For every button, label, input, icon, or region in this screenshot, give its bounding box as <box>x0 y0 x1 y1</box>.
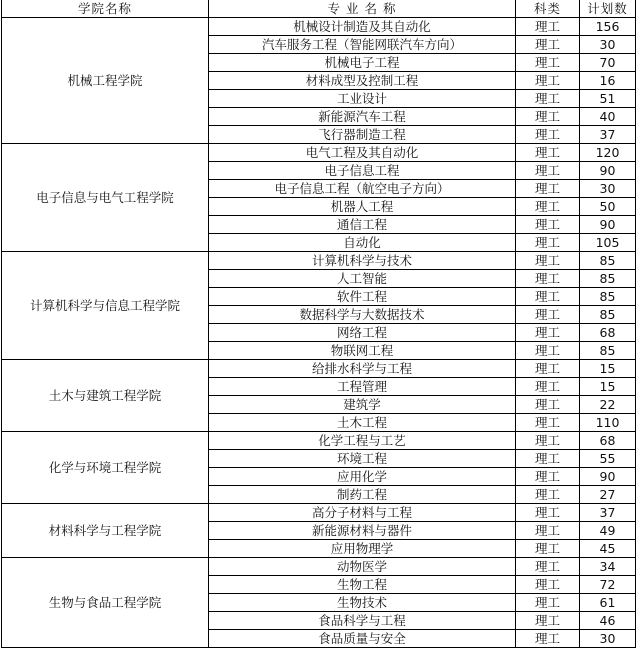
plan-count-cell: 49 <box>580 522 636 540</box>
plan-count-cell: 156 <box>580 18 636 36</box>
plan-count-cell: 27 <box>580 486 636 504</box>
major-name-cell: 机械电子工程 <box>209 54 516 72</box>
category-cell: 理工 <box>516 522 580 540</box>
major-name-cell: 材料成型及控制工程 <box>209 72 516 90</box>
major-name-cell: 化学工程与工艺 <box>209 432 516 450</box>
category-cell: 理工 <box>516 504 580 522</box>
category-cell: 理工 <box>516 180 580 198</box>
plan-count-cell: 72 <box>580 576 636 594</box>
plan-count-cell: 90 <box>580 468 636 486</box>
table-row <box>2 504 636 522</box>
category-cell: 理工 <box>516 630 580 648</box>
plan-count-cell: 85 <box>580 288 636 306</box>
major-name-cell: 人工智能 <box>209 270 516 288</box>
plan-count-cell: 90 <box>580 216 636 234</box>
college-name-cell: 生物与食品工程学院 <box>2 558 209 648</box>
major-name-cell: 计算机科学与技术 <box>209 252 516 270</box>
plan-count-cell: 46 <box>580 612 636 630</box>
plan-count-cell: 16 <box>580 72 636 90</box>
plan-count-cell: 45 <box>580 540 636 558</box>
plan-count-cell: 68 <box>580 324 636 342</box>
table-row <box>2 144 636 162</box>
major-name-cell: 应用化学 <box>209 468 516 486</box>
college-name-cell: 化学与环境工程学院 <box>2 432 209 504</box>
category-cell: 理工 <box>516 198 580 216</box>
category-cell: 理工 <box>516 252 580 270</box>
plan-count-cell: 50 <box>580 198 636 216</box>
plan-count-cell: 61 <box>580 594 636 612</box>
major-name-cell: 电子信息工程（航空电子方向） <box>209 180 516 198</box>
category-cell: 理工 <box>516 360 580 378</box>
plan-count-cell: 68 <box>580 432 636 450</box>
major-name-cell: 高分子材料与工程 <box>209 504 516 522</box>
plan-count-cell: 30 <box>580 36 636 54</box>
major-name-cell: 建筑学 <box>209 396 516 414</box>
major-name-cell: 环境工程 <box>209 450 516 468</box>
category-cell: 理工 <box>516 432 580 450</box>
major-name-cell: 制药工程 <box>209 486 516 504</box>
major-name-cell: 自动化 <box>209 234 516 252</box>
plan-count-cell: 51 <box>580 90 636 108</box>
major-name-cell: 食品科学与工程 <box>209 612 516 630</box>
category-cell: 理工 <box>516 54 580 72</box>
category-cell: 理工 <box>516 324 580 342</box>
plan-count-cell: 34 <box>580 558 636 576</box>
category-cell: 理工 <box>516 162 580 180</box>
major-name-cell: 软件工程 <box>209 288 516 306</box>
plan-count-cell: 55 <box>580 450 636 468</box>
plan-count-cell: 15 <box>580 378 636 396</box>
category-cell: 理工 <box>516 414 580 432</box>
major-name-cell: 电气工程及其自动化 <box>209 144 516 162</box>
plan-count-cell: 37 <box>580 126 636 144</box>
table-row <box>2 360 636 378</box>
category-cell: 理工 <box>516 306 580 324</box>
category-cell: 理工 <box>516 270 580 288</box>
major-name-cell: 机器人工程 <box>209 198 516 216</box>
header-plan: 计划数 <box>580 0 636 18</box>
category-cell: 理工 <box>516 108 580 126</box>
plan-count-cell: 110 <box>580 414 636 432</box>
major-name-cell: 工程管理 <box>209 378 516 396</box>
category-cell: 理工 <box>516 558 580 576</box>
category-cell: 理工 <box>516 72 580 90</box>
header-college: 学院名称 <box>2 0 209 18</box>
enrollment-plan-table <box>1 0 636 648</box>
plan-count-cell: 85 <box>580 270 636 288</box>
table-body <box>2 18 636 648</box>
category-cell: 理工 <box>516 396 580 414</box>
category-cell: 理工 <box>516 234 580 252</box>
major-name-cell: 网络工程 <box>209 324 516 342</box>
category-cell: 理工 <box>516 216 580 234</box>
college-name-cell: 材料科学与工程学院 <box>2 504 209 558</box>
category-cell: 理工 <box>516 540 580 558</box>
category-cell: 理工 <box>516 36 580 54</box>
header-row <box>2 0 636 18</box>
plan-count-cell: 85 <box>580 306 636 324</box>
category-cell: 理工 <box>516 486 580 504</box>
major-name-cell: 飞行器制造工程 <box>209 126 516 144</box>
major-name-cell: 给排水科学与工程 <box>209 360 516 378</box>
plan-count-cell: 85 <box>580 252 636 270</box>
header-major: 专 业 名 称 <box>209 0 516 18</box>
major-name-cell: 生物技术 <box>209 594 516 612</box>
category-cell: 理工 <box>516 144 580 162</box>
major-name-cell: 生物工程 <box>209 576 516 594</box>
plan-count-cell: 70 <box>580 54 636 72</box>
table-row <box>2 252 636 270</box>
category-cell: 理工 <box>516 612 580 630</box>
plan-count-cell: 120 <box>580 144 636 162</box>
major-name-cell: 应用物理学 <box>209 540 516 558</box>
category-cell: 理工 <box>516 450 580 468</box>
major-name-cell: 汽车服务工程（智能网联汽车方向） <box>209 36 516 54</box>
plan-count-cell: 30 <box>580 180 636 198</box>
college-name-cell: 电子信息与电气工程学院 <box>2 144 209 252</box>
plan-count-cell: 40 <box>580 108 636 126</box>
major-name-cell: 电子信息工程 <box>209 162 516 180</box>
category-cell: 理工 <box>516 90 580 108</box>
category-cell: 理工 <box>516 18 580 36</box>
college-name-cell: 机械工程学院 <box>2 18 209 144</box>
category-cell: 理工 <box>516 378 580 396</box>
plan-count-cell: 22 <box>580 396 636 414</box>
category-cell: 理工 <box>516 126 580 144</box>
table-row <box>2 18 636 36</box>
major-name-cell: 土木工程 <box>209 414 516 432</box>
plan-count-cell: 105 <box>580 234 636 252</box>
major-name-cell: 数据科学与大数据技术 <box>209 306 516 324</box>
major-name-cell: 机械设计制造及其自动化 <box>209 18 516 36</box>
category-cell: 理工 <box>516 468 580 486</box>
category-cell: 理工 <box>516 594 580 612</box>
major-name-cell: 食品质量与安全 <box>209 630 516 648</box>
major-name-cell: 通信工程 <box>209 216 516 234</box>
category-cell: 理工 <box>516 576 580 594</box>
table-row <box>2 432 636 450</box>
plan-count-cell: 90 <box>580 162 636 180</box>
college-name-cell: 土木与建筑工程学院 <box>2 360 209 432</box>
table-row <box>2 558 636 576</box>
major-name-cell: 物联网工程 <box>209 342 516 360</box>
plan-count-cell: 15 <box>580 360 636 378</box>
category-cell: 理工 <box>516 288 580 306</box>
major-name-cell: 新能源材料与器件 <box>209 522 516 540</box>
major-name-cell: 新能源汽车工程 <box>209 108 516 126</box>
plan-count-cell: 37 <box>580 504 636 522</box>
plan-count-cell: 85 <box>580 342 636 360</box>
major-name-cell: 动物医学 <box>209 558 516 576</box>
header-category: 科类 <box>516 0 580 18</box>
major-name-cell: 工业设计 <box>209 90 516 108</box>
category-cell: 理工 <box>516 342 580 360</box>
plan-count-cell: 30 <box>580 630 636 648</box>
college-name-cell: 计算机科学与信息工程学院 <box>2 252 209 360</box>
